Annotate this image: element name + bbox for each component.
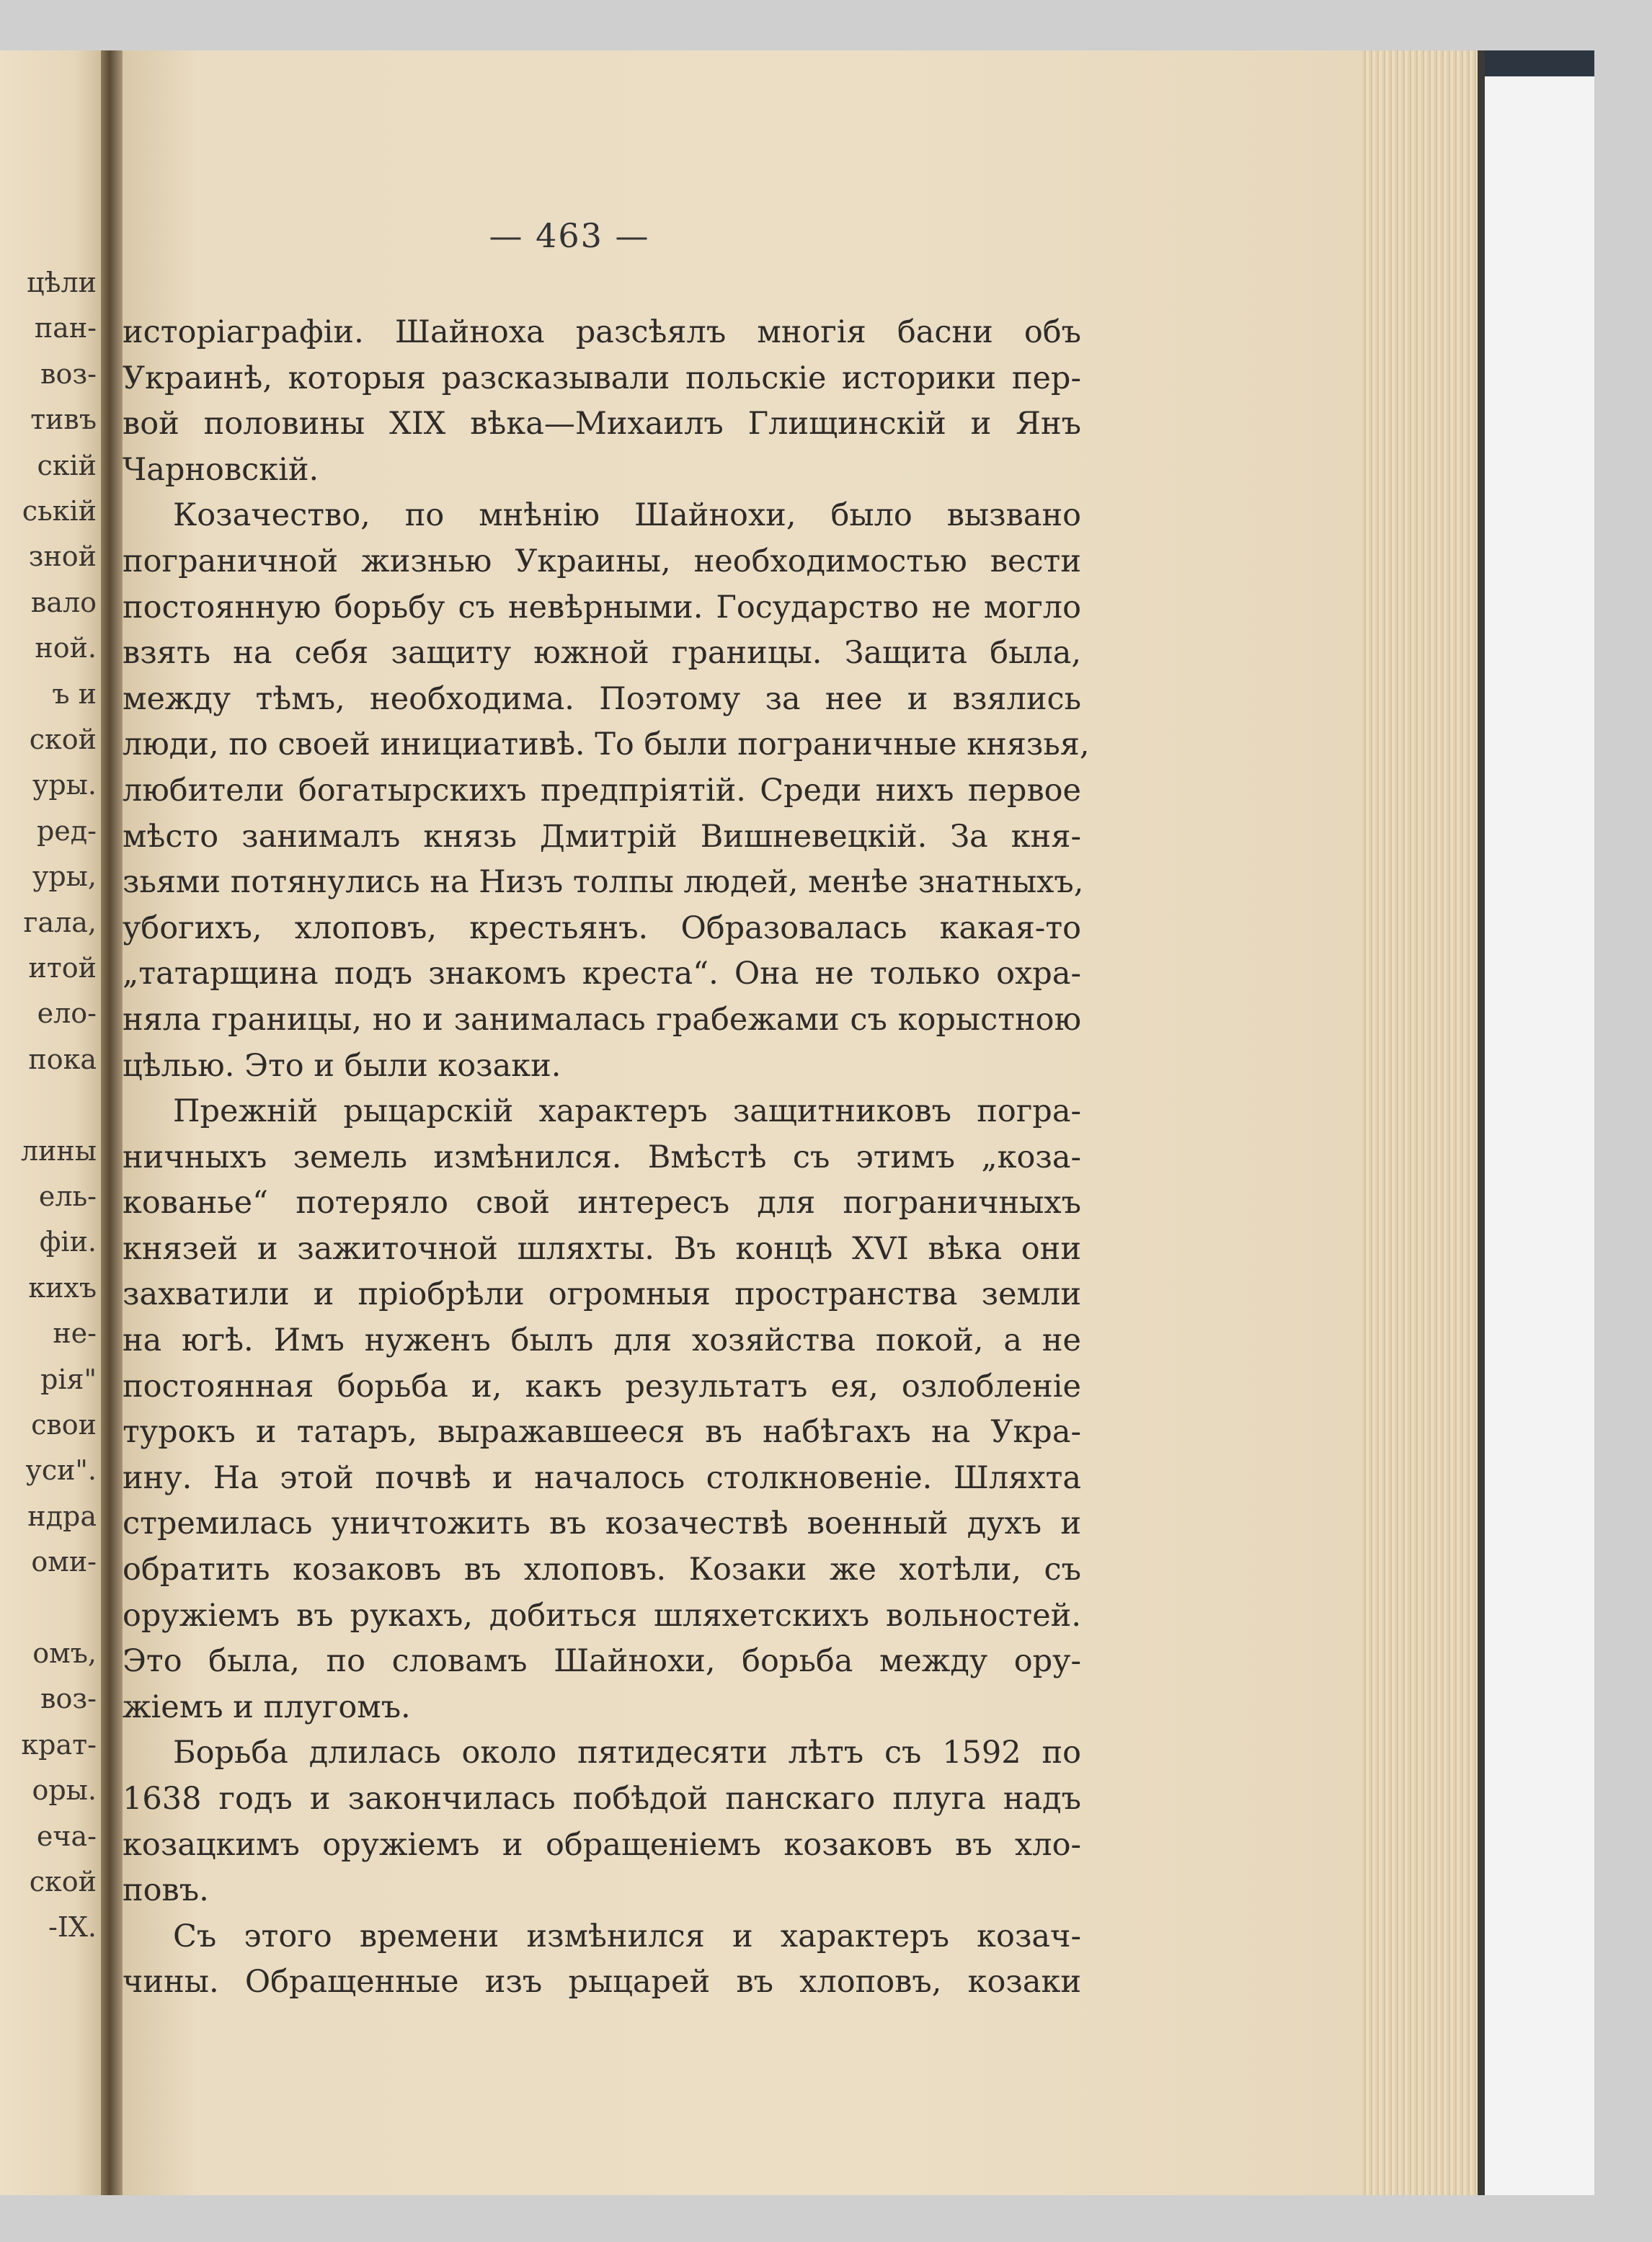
margin-fragment: итой	[28, 952, 97, 984]
margin-fragment: уры,	[32, 860, 97, 893]
text-line: Украинѣ, которыя разсказывали польскіе историки пер-	[123, 360, 1081, 396]
margin-fragment: уры.	[32, 769, 97, 801]
text-line: постоянная борьба и, какъ результатъ ея, озлобленіе	[123, 1368, 1081, 1405]
text-line: постоянную борьбу съ невѣрными. Государство не могло	[123, 589, 1081, 626]
text-line: ину. На этой почвѣ и началось столкновеніе. Шляхта	[123, 1459, 1081, 1496]
text-line: захватили и пріобрѣли огромныя пространства земли	[123, 1276, 1081, 1313]
text-line: взять на себя защиту южной границы. Защита была,	[123, 635, 1081, 672]
margin-fragment: ной.	[35, 632, 97, 664]
margin-fragment: оры.	[32, 1774, 97, 1807]
page-stack-edge	[1362, 50, 1478, 2195]
text-line: исторіаграфіи. Шайноха разсѣялъ многія басни объ	[123, 314, 1081, 350]
margin-fragment: лины	[20, 1134, 97, 1167]
text-line: вой половины XIX вѣка—Михаилъ Глищинскій и Янъ	[123, 406, 1081, 442]
margin-fragment: фіи.	[39, 1226, 97, 1258]
margin-fragment: тивъ	[30, 404, 97, 436]
body-text	[123, 310, 1090, 2006]
text-line: князей и зажиточной шляхты. Въ концѣ XVI вѣка они	[123, 1230, 1081, 1267]
margin-fragment: гала,	[23, 906, 97, 938]
text-line: „татарщина подъ знакомъ креста“. Она не только охра-	[123, 956, 1081, 992]
text-line: жіемъ и плугомъ.	[123, 1689, 411, 1725]
text-line: на югѣ. Имъ нуженъ былъ для хозяйства покой, а не	[123, 1322, 1081, 1359]
text-line: чины. Обращенные изъ рыцарей въ хлоповъ, козаки	[123, 1964, 1081, 2001]
margin-fragment: скій	[37, 449, 97, 481]
margin-fragment: воз-	[40, 357, 97, 390]
text-line: няла границы, но и занималась грабежами съ корыстною	[123, 1001, 1081, 1038]
text-line: турокъ и татаръ, выражавшееся въ набѣгахъ на Укра-	[123, 1414, 1081, 1451]
margin-fragment: пока	[28, 1043, 97, 1075]
text-line: повъ.	[123, 1872, 209, 1909]
text-line: Прежній рыцарскій характеръ защитниковъ погра-	[173, 1093, 1081, 1130]
left-page-edge	[0, 50, 108, 2195]
margin-fragment: крат-	[21, 1728, 97, 1761]
text-line: обратить козаковъ въ хлоповъ. Козаки же хотѣли, съ	[123, 1552, 1081, 1588]
margin-fragment: ело-	[37, 997, 97, 1030]
cover-edge	[1478, 50, 1485, 2195]
margin-fragment: -IX.	[48, 1911, 97, 1944]
text-line: пограничной жизнью Украины, необходимостью вести	[123, 543, 1081, 579]
margin-fragment: ской	[29, 724, 97, 755]
margin-fragment: воз-	[40, 1683, 97, 1715]
margin-fragment: свои	[31, 1409, 97, 1441]
text-line: люди, по своей инициативѣ. То были пограничные князья,	[123, 726, 1090, 763]
margin-fragment: пан-	[34, 312, 97, 344]
text-line: мѣсто занималъ князь Дмитрій Вишневецкій. За кня-	[123, 818, 1081, 855]
text-line: убогихъ, хлоповъ, крестьянъ. Образовалась какая-то	[123, 909, 1081, 946]
text-line: Съ этого времени измѣнился и характеръ козач-	[173, 1918, 1081, 1954]
margin-fragment: кихъ	[28, 1271, 97, 1304]
margin-fragment: уси".	[25, 1454, 97, 1487]
text-line: Чарновскій.	[123, 451, 319, 488]
margin-fragment: ель-	[38, 1180, 97, 1212]
text-line: Борьба длилась около пятидесяти лѣтъ съ 1592 по	[173, 1735, 1081, 1771]
margin-fragment: вало	[30, 586, 97, 618]
margin-fragment: еча-	[36, 1820, 97, 1852]
margin-fragment: ской	[29, 1866, 97, 1898]
margin-fragment: ред-	[36, 814, 97, 847]
text-line: любители богатырскихъ предпріятій. Среди нихъ первое	[123, 772, 1081, 809]
text-line: между тѣмъ, необходима. Поэтому за нее и взялись	[123, 680, 1081, 717]
text-line: Козачество, по мнѣнію Шайнохи, было вызвано	[173, 497, 1081, 534]
text-line: ничныхъ земель измѣнился. Вмѣстѣ съ этимъ „коза-	[123, 1139, 1081, 1175]
page-number: — 463 —	[489, 216, 650, 255]
text-line: козацкимъ оружіемъ и обращеніемъ козаковъ въ хло-	[123, 1826, 1081, 1863]
margin-fragment: ъ и	[52, 677, 97, 710]
text-line: стремилась уничтожить въ козачествѣ военный духъ и	[123, 1505, 1081, 1542]
margin-fragment: рія"	[40, 1363, 97, 1395]
cover-strip	[1485, 50, 1594, 76]
margin-fragment: цѣли	[27, 267, 97, 298]
text-line: цѣлью. Это и были козаки.	[123, 1047, 561, 1084]
margin-fragment: не-	[53, 1317, 97, 1350]
text-line: оружіемъ въ рукахъ, добиться шляхетскихъ вольностей.	[123, 1597, 1081, 1634]
margin-fragment: зной	[28, 541, 97, 573]
book-cover	[1485, 50, 1594, 2195]
margin-fragment: омъ,	[32, 1637, 97, 1669]
text-line: Это была, по словамъ Шайнохи, борьба между ору-	[123, 1643, 1081, 1680]
book-gutter	[101, 50, 123, 2195]
book-scan	[0, 50, 1594, 2195]
text-line: зьями потянулись на Низъ толпы людей, менѣе знатныхъ,	[123, 864, 1084, 901]
margin-fragment: ській	[22, 495, 97, 527]
margin-fragment: оми-	[31, 1546, 97, 1578]
text-line: кованье“ потеряло свой интересъ для пограничныхъ	[123, 1185, 1081, 1222]
margin-fragment: ндра	[27, 1500, 97, 1532]
text-line: 1638 годъ и закончилась побѣдой панскаго плуга надъ	[123, 1781, 1081, 1817]
